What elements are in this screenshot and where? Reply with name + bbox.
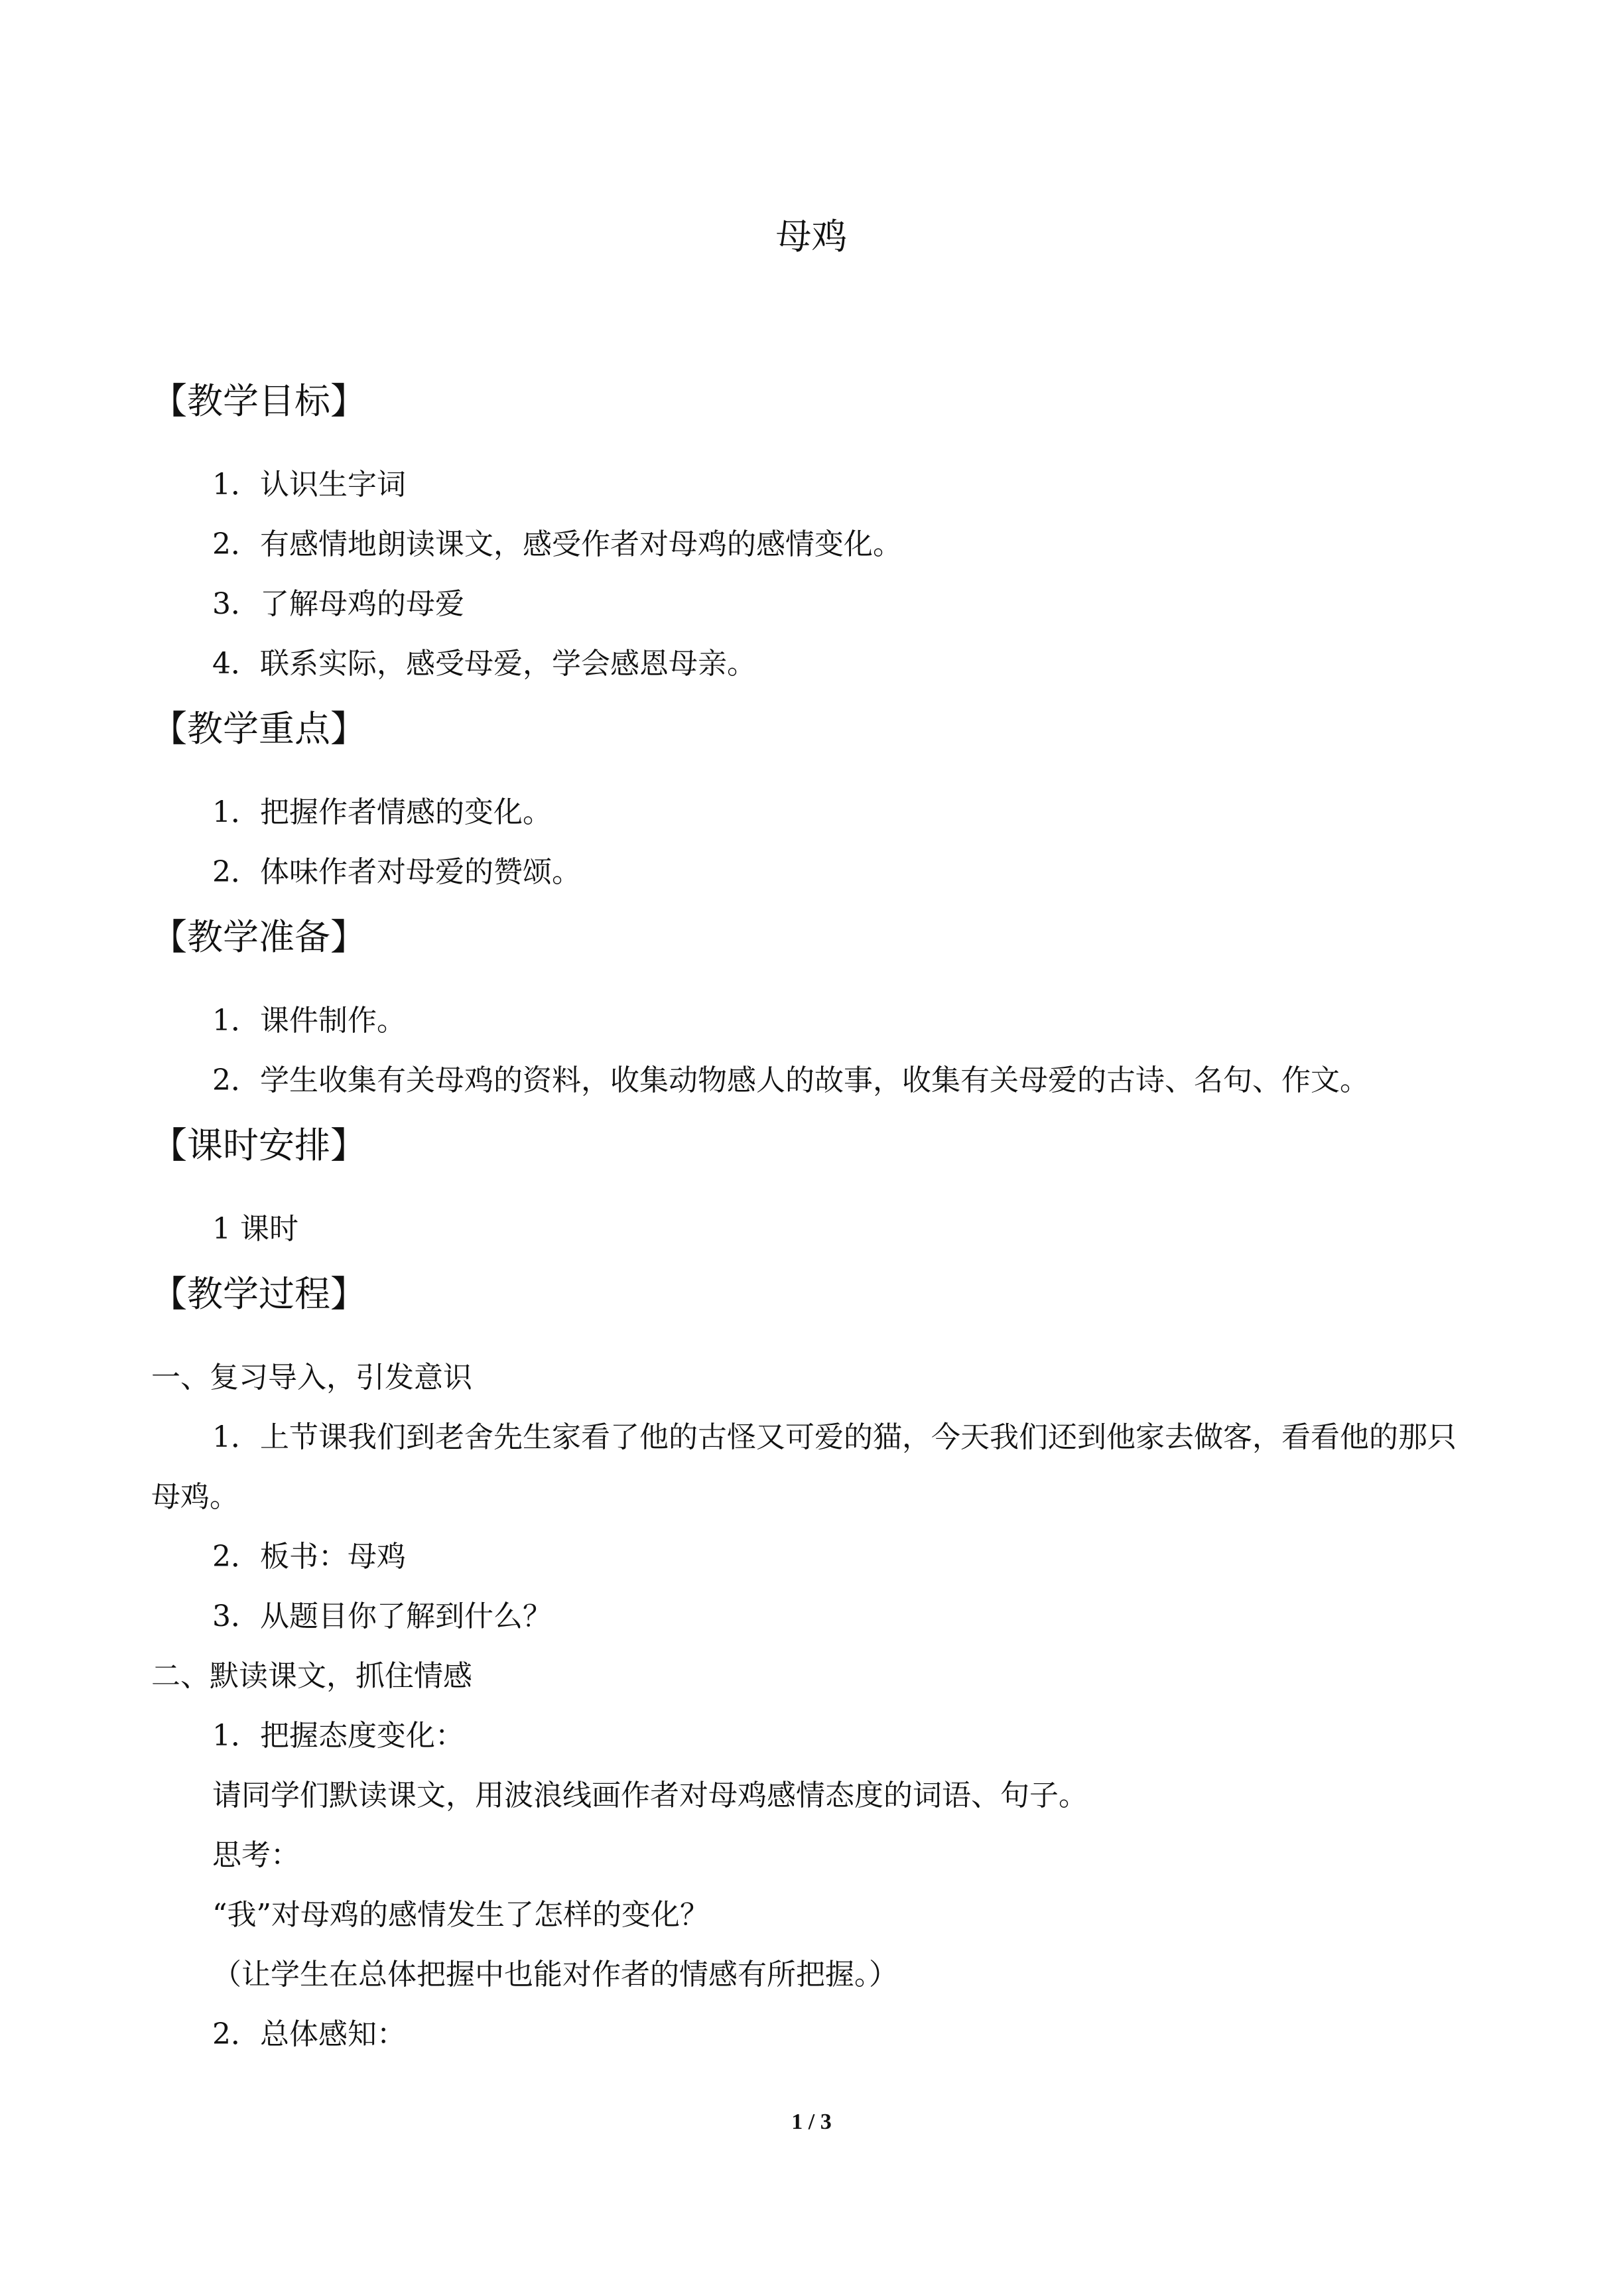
section-heading-process: 【教学过程】	[151, 1273, 366, 1315]
process-item: 请同学们默读课文，用波浪线画作者对母鸡感情态度的词语、句子。	[212, 1779, 1088, 1812]
focus-item: 1．把握作者情感的变化。	[212, 795, 552, 829]
process-item: 1．把握态度变化：	[212, 1719, 464, 1753]
prep-item: 2．学生收集有关母鸡的资料，收集动物感人的故事，收集有关母爱的古诗、名句、作文。	[212, 1063, 1369, 1097]
process-item: （让学生在总体把握中也能对作者的情感有所把握。）	[212, 1958, 898, 1992]
process-item: 2．总体感知：	[212, 2017, 406, 2051]
process-item: 2．板书：母鸡	[212, 1540, 406, 1574]
section-heading-prep: 【教学准备】	[151, 916, 366, 958]
process-item: “我”对母鸡的感情发生了怎样的变化？	[212, 1898, 709, 1932]
section-heading-goals: 【教学目标】	[151, 380, 366, 422]
focus-item: 2．体味作者对母爱的赞颂。	[212, 855, 581, 889]
document-body	[151, 371, 1472, 2064]
process-item: 思考：	[212, 1838, 300, 1872]
goal-item: 2．有感情地朗读课文，感受作者对母鸡的感情变化。	[212, 527, 902, 561]
document-title: 母鸡	[775, 216, 848, 257]
process-item: 3．从题目你了解到什么？	[212, 1599, 552, 1633]
process-part2-heading: 二、默读课文，抓住情感	[151, 1659, 472, 1693]
goal-item: 3．了解母鸡的母爱	[212, 587, 464, 621]
process-part1-heading: 一、复习导入，引发意识	[151, 1361, 472, 1394]
process-item: 1．上节课我们到老舍先生家看了他的古怪又可爱的猫，今天我们还到他家去做客，看看他的那只母鸡。	[151, 1420, 1457, 1514]
goal-item: 4．联系实际，感受母爱，学会感恩母亲。	[212, 647, 756, 681]
prep-item: 1．课件制作。	[212, 1004, 406, 1038]
schedule-item: 1 课时	[212, 1212, 298, 1246]
goal-item: 1．认识生字词	[212, 468, 406, 502]
section-heading-schedule: 【课时安排】	[151, 1124, 366, 1166]
page-number: 1 / 3	[791, 2110, 832, 2134]
section-heading-focus: 【教学重点】	[151, 708, 366, 750]
